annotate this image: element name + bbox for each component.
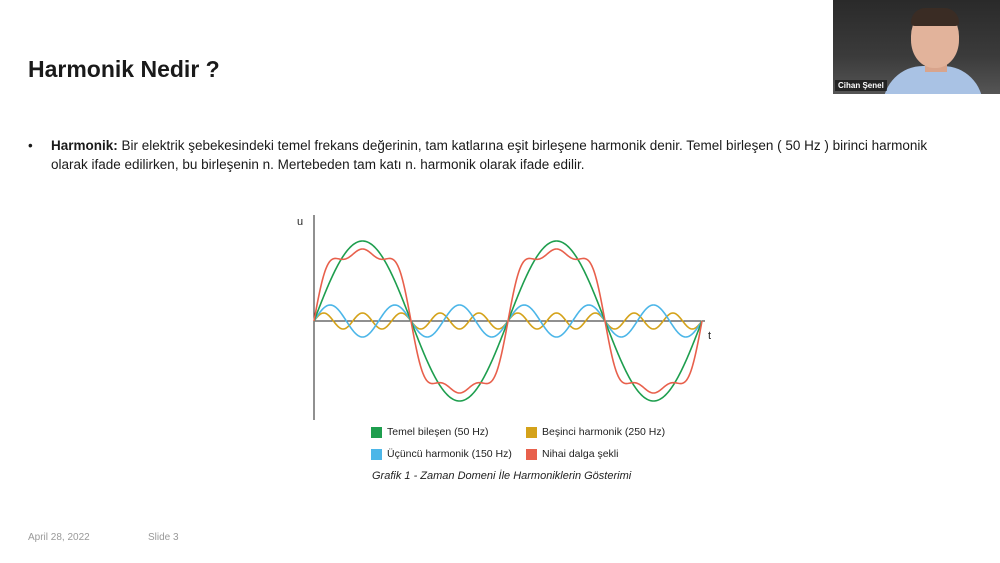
chart-caption: Grafik 1 - Zaman Domeni İle Harmoniklerin Gösterimi <box>372 470 632 482</box>
legend-item-resultant <box>526 448 618 460</box>
bullet-marker: • <box>28 138 33 153</box>
slide-title: Harmonik Nedir ? <box>28 56 220 82</box>
y-axis-label: u <box>297 216 304 228</box>
legend-swatch <box>526 449 537 460</box>
x-axis-label: t <box>708 330 712 342</box>
bullet-term: Harmonik: <box>51 138 118 153</box>
legend-label: Nihai dalga şekli <box>542 448 619 460</box>
footer-slide-number: Slide 3 <box>148 532 179 543</box>
legend-item-fifth <box>526 426 665 438</box>
legend-label: Beşinci harmonik (250 Hz) <box>542 426 666 438</box>
legend-swatch <box>526 427 537 438</box>
series-group <box>314 241 702 401</box>
legend-item-fundamental <box>371 426 489 438</box>
legend-item-third <box>371 448 512 460</box>
participant-hair <box>911 8 959 26</box>
footer-date: April 28, 2022 <box>28 532 90 543</box>
harmonics-chart <box>280 205 720 425</box>
legend-label: Üçüncü harmonik (150 Hz) <box>387 448 512 460</box>
legend-swatch <box>371 449 382 460</box>
legend-label: Temel bileşen (50 Hz) <box>387 426 489 438</box>
bullet-content <box>51 136 958 174</box>
webcam-video[interactable] <box>833 0 1000 94</box>
participant-name-label: Cihan Şenel <box>835 80 887 91</box>
bullet-paragraph <box>28 136 958 174</box>
bullet-text: Bir elektrik şebekesindeki temel frekans değerinin, tam katlarına eşit birleşene harmonik denir. Temel birleşen ( 50 Hz ) birinci harmonik olarak ifade edilirken, bu birleşenin n. Mertebeden tam katı n. harmonik olarak ifade edilir. <box>51 138 928 172</box>
legend-swatch <box>371 427 382 438</box>
